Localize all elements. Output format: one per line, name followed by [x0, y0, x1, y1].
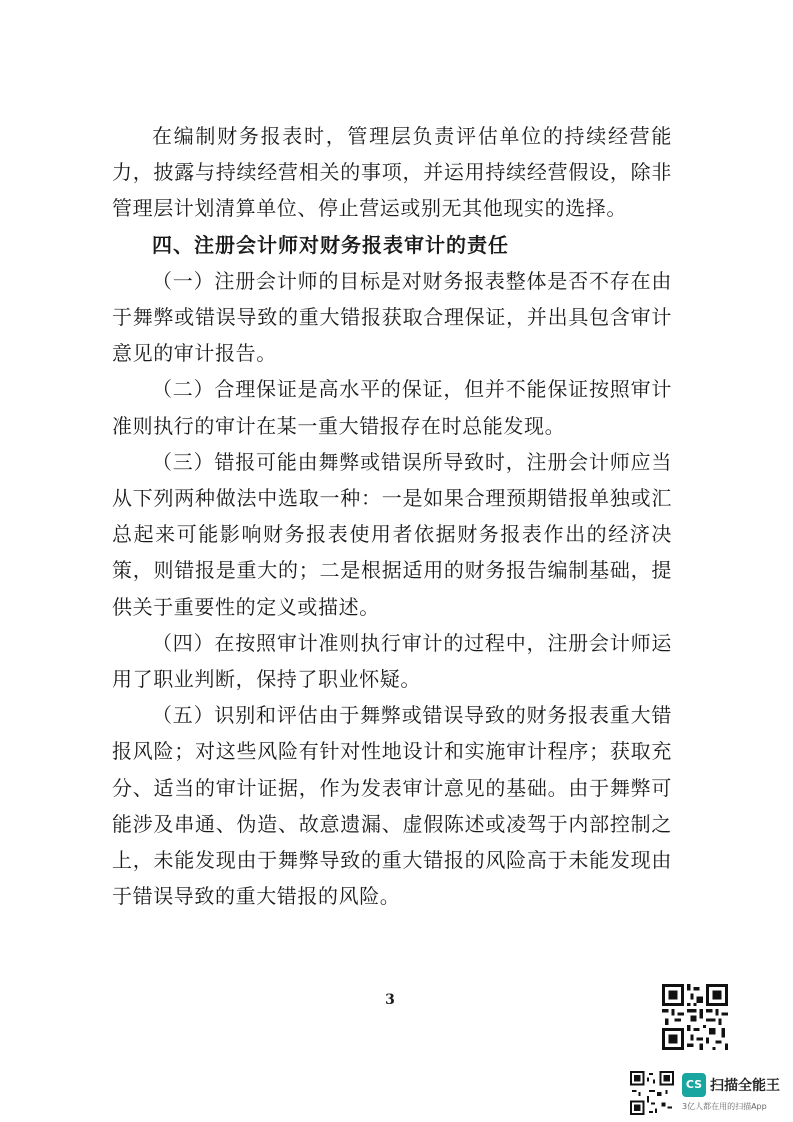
- qr-code-large: [662, 984, 728, 1050]
- scanner-watermark: [680, 1071, 784, 1117]
- section-heading: 四、注册会计师对财务报表审计的责任: [152, 232, 509, 257]
- scanner-app-name: 扫描全能王: [710, 1078, 780, 1094]
- body-text: [112, 118, 672, 914]
- item-2: （二）合理保证是高水平的保证，但并不能保证按照审计准则执行的审计在某一重大错报存在时总能发现。: [112, 377, 672, 438]
- item-5: （五）识别和评估由于舞弊或错误导致的财务报表重大错报风险；对这些风险有针对性地设计和实施审计程序；获取充分、适当的审计证据，作为发表审计意见的基础。由于舞弊可能涉及串通、伪造、故意遗漏、虚假陈述或凌驾于内部控制之上，未能发现由于舞弊导致的重大错报的风险高于未能发现由于错误导致的重大错报的风险。: [112, 703, 672, 909]
- page-number: 3: [385, 992, 395, 1008]
- item-1: （一）注册会计师的目标是对财务报表整体是否不存在由于舞弊或错误导致的重大错报获取合理保证，并出具包含审计意见的审计报告。: [112, 268, 672, 366]
- intro-paragraph: 在编制财务报表时，管理层负责评估单位的持续经营能力，披露与持续经营相关的事项，并运用持续经营假设，除非管理层计划清算单位、停止营运或别无其他现实的选择。: [112, 124, 672, 221]
- scanner-logo: CS: [682, 1073, 706, 1097]
- item-4: （四）在按照审计准则执行审计的过程中，注册会计师运用了职业判断，保持了职业怀疑。: [112, 630, 672, 692]
- qr-code-small: [630, 1071, 674, 1115]
- item-3: （三）错报可能由舞弊或错误所导致时，注册会计师应当从下列两种做法中选取一种：一是如果合理预期错报单独或汇总起来可能影响财务报表使用者依据财务报表作出的经济决策，则错报是重大的；二是根据适用的财务报告编制基础，提供关于重要性的定义或描述。: [112, 449, 672, 619]
- scanner-tagline: 3亿人都在用的扫描App: [682, 1102, 767, 1111]
